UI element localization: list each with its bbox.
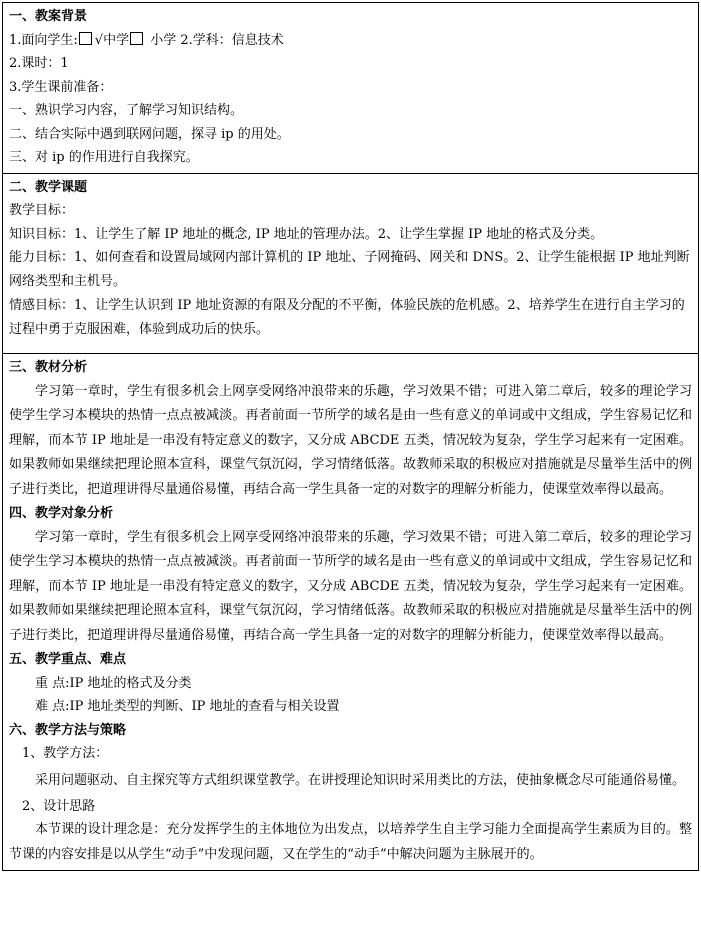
audience-analysis-text: 学习第一章时，学生有很多机会上网享受网络冲浪带来的乐趣，学习效果不错；可进入第二章后，较多的理论学习使学生学习本模块的热情一点点被减淡。再者前面一节所学的域名是由一些有意义的单词或中文组成，学生容易记忆和理解，而本节 IP 地址是一串没有特定意义的数字，又分成 ABCDE 五类，情况较为复杂，学生学习起来有一定困难。如果教师如果继续把理论照本宣科，课堂气氛沉闷，学习情绪低落。故教师采取的积极应对措施就是尽量举生活中的例子进行类比，把道理讲得尽量通俗易懂，再结合高一学生具备一定的对数字的理解分析能力，使课堂效率得以最高。 (9, 529, 692, 643)
section-background-row (3, 3, 699, 174)
spacer (9, 342, 692, 350)
section-heading: 三、教材分析 (9, 360, 88, 375)
prep-item: 三、对 ip 的作用进行自我探究。 (9, 150, 199, 165)
section-analysis (3, 354, 699, 871)
section-topic (3, 173, 699, 354)
goal-title: 教学目标： (9, 203, 75, 218)
option-middle-school: √中学 (94, 32, 130, 48)
section-analysis-row (3, 354, 699, 871)
difficult-point: 难 点:IP 地址类型的判断、IP 地址的查看与相关设置 (35, 699, 340, 714)
prep-title: 3.学生课前准备： (9, 79, 113, 95)
design-text: 本节课的设计理念是：充分发挥学生的主体地位为出发点，以培养学生自主学习能力全面提高学生素质为目的。整节课的内容安排是以从学生“动手”中发现问题，又在学生的“动手”中解决问题为主脉展开的。 (9, 822, 692, 862)
emotion-goal: 情感目标：1、让学生认识到 IP 地址资源的有限及分配的不平衡，体验民族的危机感。2、培养学生在进行自主学习的过程中勇于克服困难，体验到成功后的快乐。 (9, 298, 685, 337)
target-students-line (9, 29, 692, 53)
section-heading: 六、教学方法与策略 (9, 722, 127, 738)
section-heading: 四、教学对象分析 (9, 506, 114, 521)
knowledge-goal: 知识目标：1、让学生了解 IP 地址的概念, IP 地址的管理办法。2、让学生掌握 IP 地址的格式及分类。 (9, 226, 604, 242)
method-title: 1、教学方法： (22, 746, 109, 761)
checkbox-icon[interactable] (130, 32, 143, 45)
checkbox-icon[interactable] (79, 32, 92, 45)
prep-item: 二、结合实际中遇到联网问题，探寻 ip 的用处。 (9, 126, 290, 142)
section-background (3, 3, 699, 174)
design-title: 2、设计思路 (22, 798, 96, 814)
target-students-label: 1.面向学生: (9, 32, 78, 48)
prep-item: 一、熟识学习内容，了解学习知识结构。 (9, 103, 244, 118)
section-heading: 一、教案背景 (9, 9, 88, 24)
option-primary-school: 小学 (150, 32, 177, 48)
section-heading: 五、教学重点、难点 (9, 652, 127, 667)
material-analysis-text: 学习第一章时，学生有很多机会上网享受网络冲浪带来的乐趣，学习效果不错；可进入第二章后，较多的理论学习使学生学习本模块的热情一点点被减淡。再者前面一节所学的域名是由一些有意义的单词或中文组成，学生容易记忆和理解，而本节 IP 地址是一串没有特定意义的数字，又分成 ABCDE 五类，情况较为复杂，学生学习起来有一定困难。如果教师如果继续把理论照本宣科，课堂气氛沉闷，学习情绪低落。故教师采取的积极应对措施就是尽量举生活中的例子进行类比，把道理讲得尽量通俗易懂，再结合高一学生具备一定的对数字的理解分析能力，使课堂效率得以最高。 (9, 383, 692, 497)
method-text: 采用问题驱动、自主探究等方式组织课堂教学。在讲授理论知识时采用类比的方法，使抽象概念尽可能通俗易懂。 (35, 772, 686, 788)
ability-goal: 能力目标：1、如何查看和设置局域网内部计算机的 IP 地址、子网掩码、网关和 DNS。2、让学生能根据 IP 地址判断网络类型和主机号。 (9, 250, 690, 289)
subject-label: 2.学科：信息技术 (180, 32, 284, 48)
section-heading: 二、教学课题 (9, 179, 88, 195)
class-hours: 2.课时：1 (9, 56, 69, 71)
lesson-plan-table (2, 2, 699, 871)
section-topic-row (3, 173, 699, 354)
key-point: 重 点:IP 地址的格式及分类 (35, 675, 192, 691)
